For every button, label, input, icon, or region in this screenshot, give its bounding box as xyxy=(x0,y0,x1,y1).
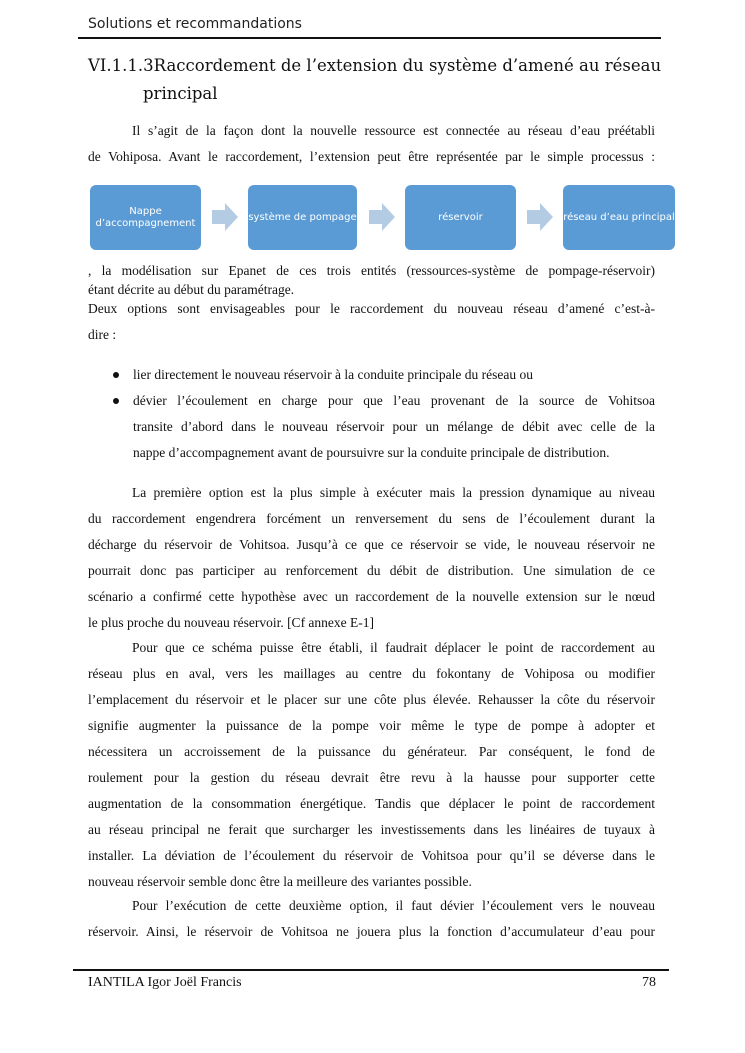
after-flow-line-2: étant décrite au début du paramétrage. xyxy=(88,282,295,297)
para2-line: installer. La déviation de l’écoulement du réservoir de Vohitsoa pour qu’il se déverse dans le xyxy=(88,848,655,863)
flow-arrow-icon xyxy=(212,203,238,231)
para2-line: au réseau principal ne ferait que surcharger les investissements dans les linéaires de tuyaux à xyxy=(88,822,655,837)
section-title-line2: principal xyxy=(143,84,218,103)
flow-step-pompage: système de pompage xyxy=(248,185,357,250)
para2-line: signifie augmenter la puissance de la pompe voir même le type de pompe à adopter et xyxy=(88,718,655,733)
intro-line-1: Il s’agit de la façon dont la nouvelle ressource est connectée au réseau d’eau préétabli xyxy=(132,123,655,138)
header-rule xyxy=(78,37,661,39)
para1-line: décharge du réservoir de Vohitsoa. Jusqu’à ce que ce réservoir se vide, le nouveau réservoir ne xyxy=(88,537,655,552)
bullet-dot xyxy=(113,372,119,378)
section-number: VI.1.1.3 xyxy=(88,56,154,75)
section-title-line1: Raccordement de l’extension du système d’amené au réseau xyxy=(153,56,662,75)
para1-line: scénario a confirmé cette hypothèse avec un raccordement de la nouvelle extension sur le nœud xyxy=(88,589,655,604)
para2-line: nécessitera un accroissement de la puissance du générateur. Par conséquent, le fond de xyxy=(88,744,655,759)
flow-step-reservoir: réservoir xyxy=(405,185,516,250)
para1-line: du raccordement engendrera forcément un renversement du sens de l’écoulement durant la xyxy=(88,511,655,526)
after-flow-line-4: dire : xyxy=(88,327,117,342)
footer-author: IANTILA Igor Joël Francis xyxy=(88,975,242,990)
bullet-item-2-line-2: transite d’abord dans le nouveau réservoir pour un mélange de débit avec celle de la xyxy=(133,419,655,434)
running-header: Solutions et recommandations xyxy=(88,16,302,32)
para1-line: le plus proche du nouveau réservoir. [Cf annexe E-1] xyxy=(88,615,375,630)
bullet-dot xyxy=(113,398,119,404)
para1-line: pourrait donc pas participer au renforcement du débit de distribution. Une simulation de ce xyxy=(88,563,655,578)
bullet-item-2-line-1: dévier l’écoulement en charge pour que l’eau provenant de la source de Vohitsoa xyxy=(133,393,655,408)
para2-line: nouveau réservoir semble donc être la meilleure des variantes possible. xyxy=(88,874,472,889)
section-heading xyxy=(88,53,662,107)
page-number: 78 xyxy=(642,975,656,990)
after-flow-line-1: , la modélisation sur Epanet de ces trois entités (ressources-système de pompage-réservoir) xyxy=(88,263,655,278)
para1-line: La première option est la plus simple à exécuter mais la pression dynamique au niveau xyxy=(132,485,655,500)
intro-line-2: de Vohiposa. Avant le raccordement, l’extension peut être représentée par le simple processus : xyxy=(88,149,655,164)
para3-line: réservoir. Ainsi, le réservoir de Vohitsoa ne jouera plus la fonction d’accumulateur d’eau pour xyxy=(88,924,655,939)
flow-arrow-icon xyxy=(527,203,553,231)
para3-line: Pour l’exécution de cette deuxième option, il faut dévier l’écoulement vers le nouveau xyxy=(132,898,655,913)
flow-arrow-icon xyxy=(369,203,395,231)
para2-line: l’emplacement du réservoir et le placer sur une côte plus élevée. Rehausser la côte du réservoir xyxy=(88,692,655,707)
para2-line: Pour que ce schéma puisse être établi, il faudrait déplacer le point de raccordement au xyxy=(132,640,655,655)
para2-line: augmentation de la consommation énergétique. Tandis que déplacer le point de raccordement xyxy=(88,796,655,811)
flow-step-reseau: réseau d’eau principal xyxy=(563,185,675,250)
bullet-item-2-line-3: nappe d’accompagnement avant de poursuivre sur la conduite principale de distribution. xyxy=(133,445,610,460)
footer-rule xyxy=(73,969,669,971)
para2-line: réseau plus en aval, vers les maillages au centre du fokontany de Vohiposa ou modifier xyxy=(88,666,655,681)
flow-step-nappe: Nappe d’accompagnement xyxy=(90,185,201,250)
bullet-item-1: lier directement le nouveau réservoir à la conduite principale du réseau ou xyxy=(133,367,533,382)
para2-line: roulement pour la gestion du réseau devrait être revu à la hausse pour supporter cette xyxy=(88,770,655,785)
after-flow-line-3: Deux options sont envisageables pour le raccordement du nouveau réseau d’amené c’est-à- xyxy=(88,301,655,316)
